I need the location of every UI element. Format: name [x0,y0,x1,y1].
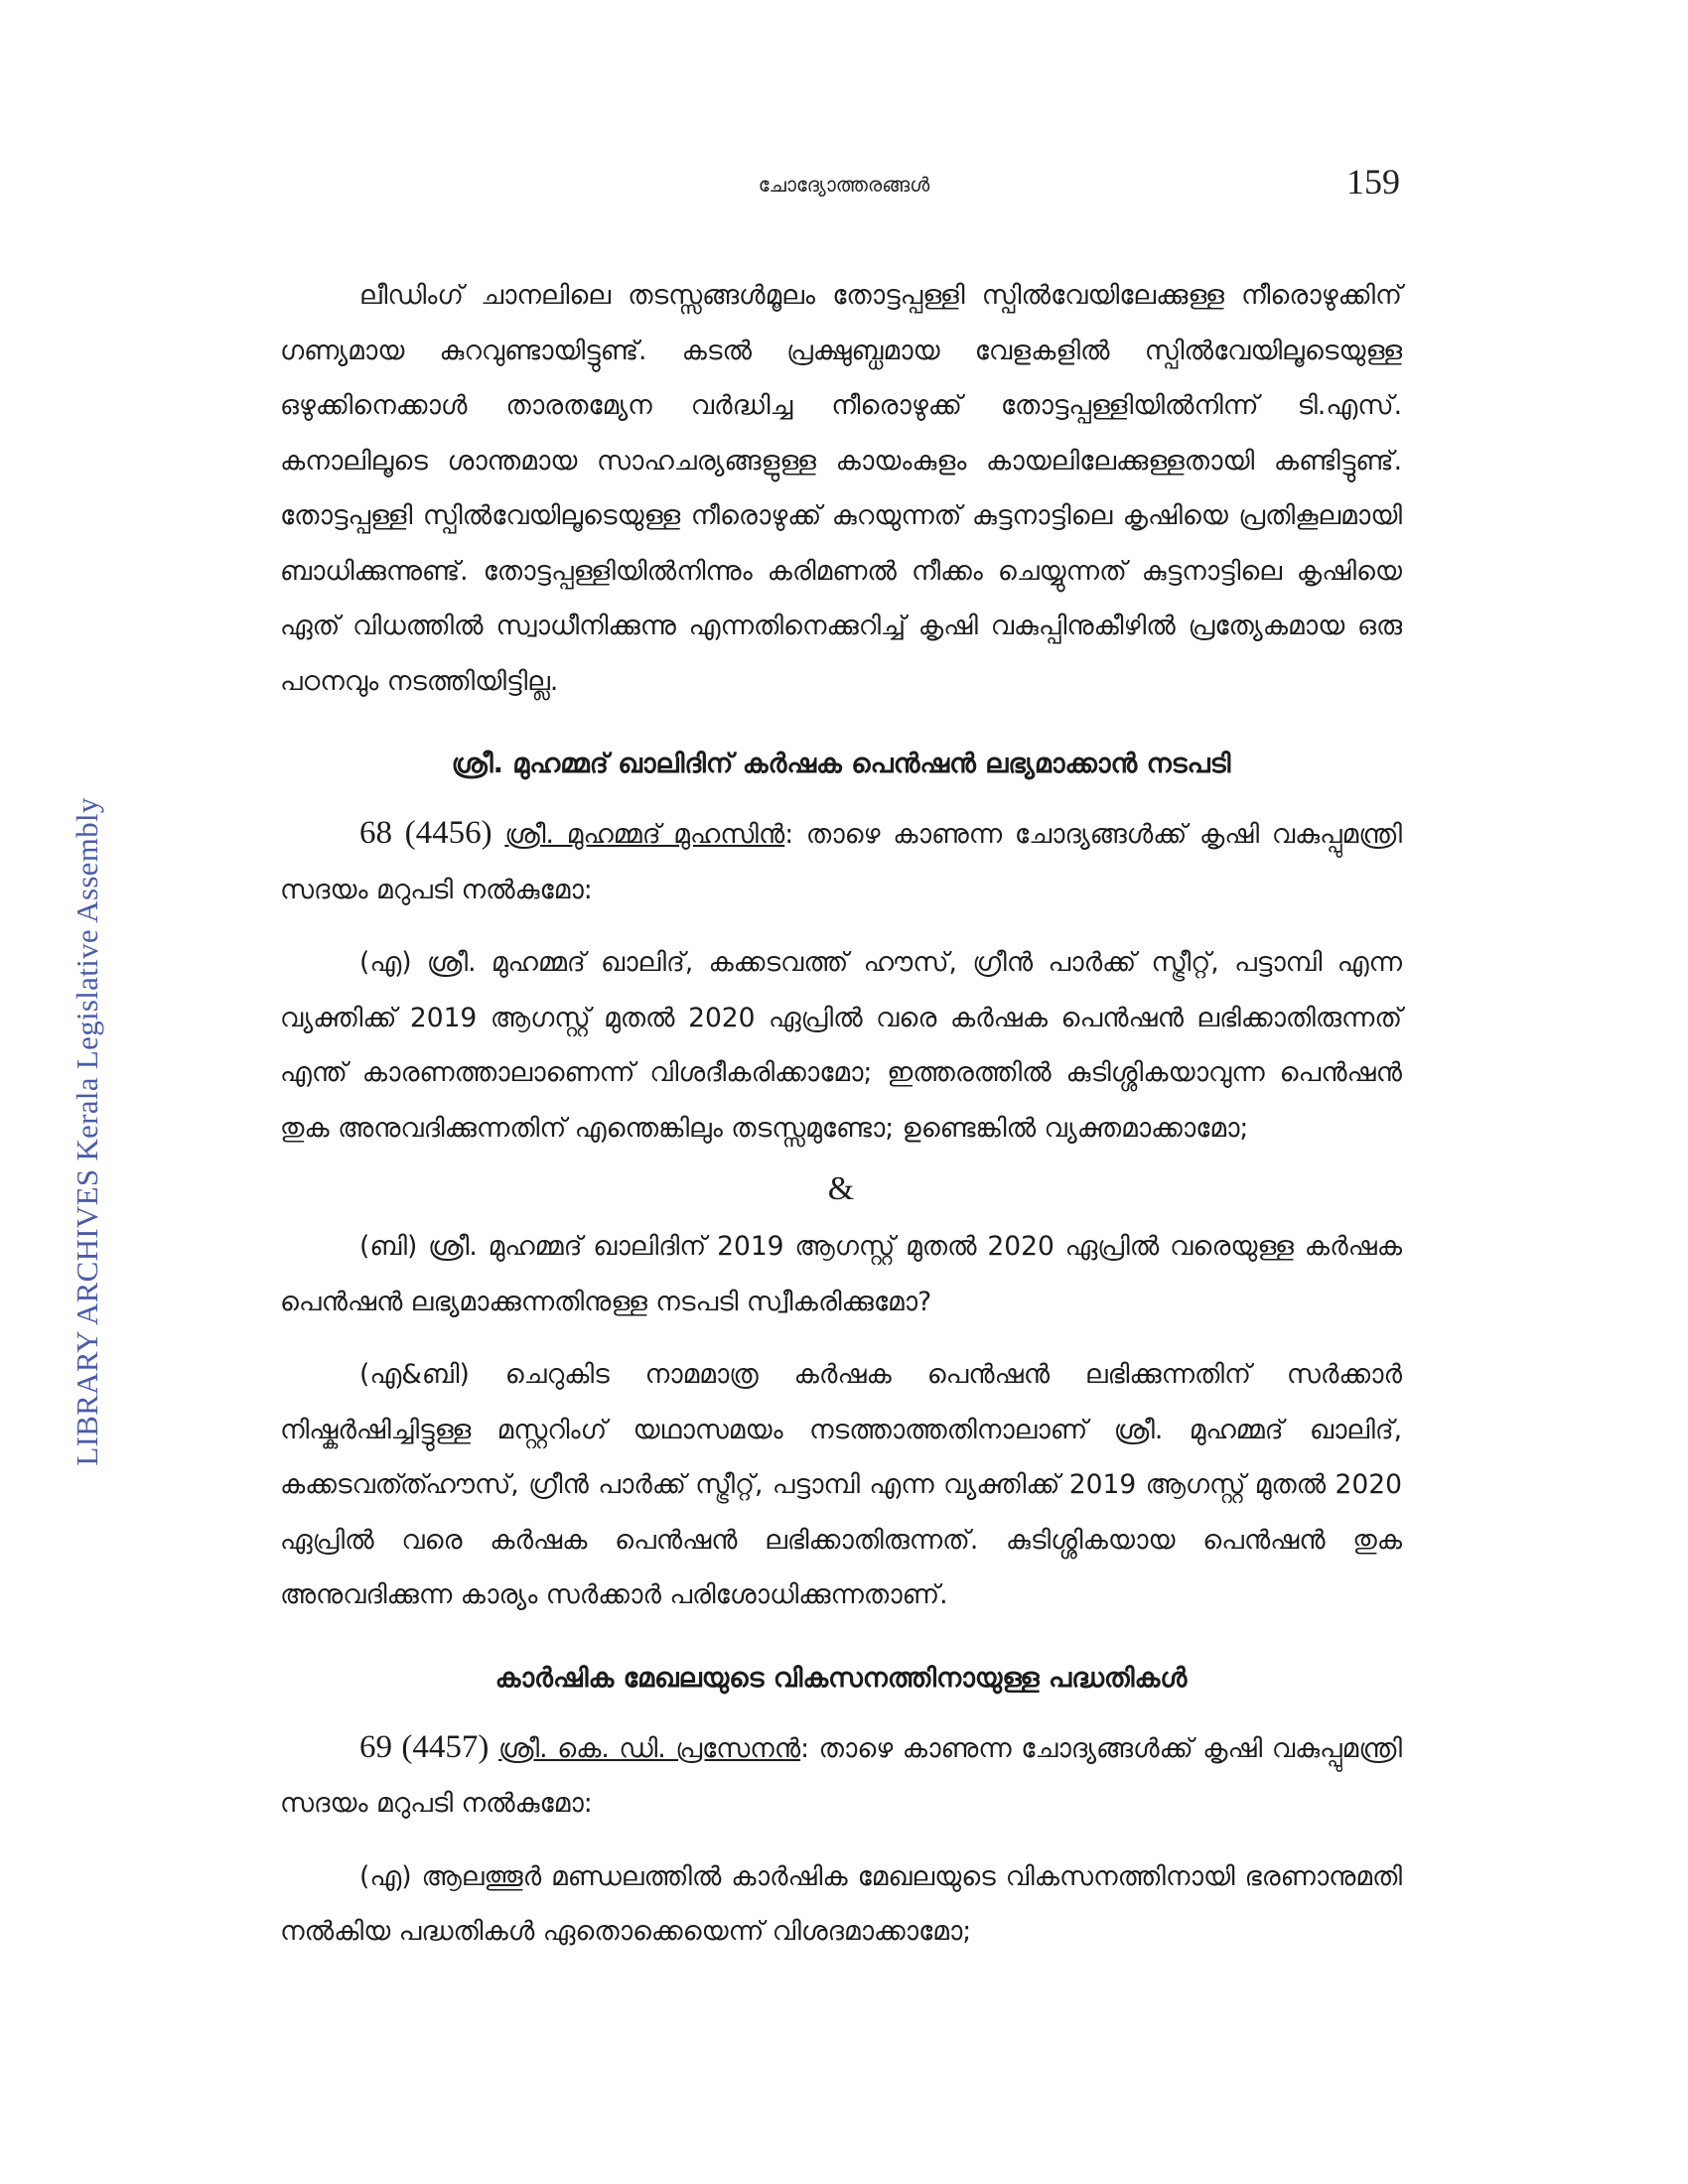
question-68-part-a: (എ) ശ്രീ. മുഹമ്മദ് ഖാലിദ്, കക്കടവത്ത് ഹൗസ്, ഗ്രീൻ പാർക്ക് സ്ട്രീറ്റ്, പട്ടാമ്പി എന്ന വ്യക്തിക്ക് 2019 ആഗസ്റ്റ് മുതൽ 2020 ഏപ്രിൽ വരെ കർഷക പെൻഷൻ ലഭിക്കാതിരുന്നത് എന്ത് കാരണത്താലാണെന്ന് വിശദീകരിക്കാമോ; ഇത്തരത്തിൽ കുടിശ്ശികയാവുന്ന പെൻഷൻ തുക അനുവദിക്കുന്നതിന് എന്തെങ്കിലും തടസ്സമുണ്ടോ; ഉണ്ടെങ്കിൽ വ്യക്തമാക്കാമോ; [280,947,1402,1144]
page-number: 159 [1346,162,1400,202]
question-68-number: 68 (4456) [359,815,492,851]
question-69-member: ശ്രീ. കെ. ഡി. പ്രസേനൻ [498,1732,801,1764]
question-69-part-a: (എ) ആലത്തൂർ മണ്ഡലത്തിൽ കാർഷിക മേഖലയുടെ വികസനത്തിനായി ഭരണാനുമതി നൽകിയ പദ്ധതികൾ ഏതൊക്കെയെന്ന് വിശദമാക്കാമോ; [280,1860,1402,1947]
page-body [280,268,1402,1960]
page-header-title: ചോദ്യോത്തരങ്ങൾ [758,173,930,197]
question-68-intro-text: : താഴെ കാണുന്ന ചോദ്യങ്ങൾക്ക് കൃഷി വകുപ്പുമന്ത്രി സദയം മറുപടി നൽകുമോ: [280,819,1402,905]
question-68-part-b: (ബി) ശ്രീ. മുഹമ്മദ് ഖാലിദിന് 2019 ആഗസ്റ്റ് മുതൽ 2020 ഏപ്രിൽ വരെയുള്ള കർഷക പെൻഷൻ ലഭ്യമാക്കുന്നതിനുള്ള നടപടി സ്വീകരിക്കുമോ? [280,1231,1402,1317]
watermark: LIBRARY ARCHIVES Kerala Legislative Assembly [70,797,104,1466]
question-68-intro [280,806,1402,917]
question-69-number: 69 (4457) [359,1728,490,1765]
question-69-intro [280,1720,1402,1832]
question-68-member: ശ്രീ. മുഹമ്മദ് മുഹസിൻ [504,819,785,850]
question-68-answer: (എ&ബി) ചെറുകിട നാമമാത്ര കർഷക പെൻഷൻ ലഭിക്കുന്നതിന് സർക്കാർ നിഷ്കർഷിച്ചിട്ടുള്ള മസ്റ്ററിംഗ് യഥാസമയം നടത്താത്തതിനാലാണ് ശ്രീ. മുഹമ്മദ് ഖാലിദ്, കക്കടവത്ത്ഹൗസ്, ഗ്രീൻ പാർക്ക് സ്ട്രീറ്റ്, പട്ടാമ്പി എന്ന വ്യക്തിക്ക് 2019 ആഗസ്റ്റ് മുതൽ 2020 ഏപ്രിൽ വരെ കർഷക പെൻഷൻ ലഭിക്കാതിരുന്നത്. കുടിശ്ശികയായ പെൻഷൻ തുക അനുവദിക്കുന്ന കാര്യം സർക്കാർ പരിശോധിക്കുന്നതാണ്. [280,1359,1402,1610]
question-69-heading: കാർഷിക മേഖലയുടെ വികസനത്തിനായുള്ള പദ്ധതികൾ [494,1662,1188,1694]
question-68-heading: ശ്രീ. മുഹമ്മദ് ഖാലിദിന് കർഷക പെൻഷൻ ലഭ്യമാക്കാൻ നടപടി [451,749,1231,779]
question-69-intro-text: : താഴെ കാണുന്ന ചോദ്യങ്ങൾക്ക് കൃഷി വകുപ്പുമന്ത്രി സദയം മറുപടി നൽകുമോ: [280,1732,1402,1819]
ampersand-separator: & [827,1170,855,1207]
intro-paragraph: ലീഡിംഗ് ചാനലിലെ തടസ്സങ്ങൾമൂലം തോട്ടപ്പള്ളി സ്പിൽവേയിലേക്കുള്ള നീരൊഴുക്കിന് ഗണ്യമായ കുറവുണ്ടായിട്ടുണ്ട്. കടൽ പ്രക്ഷുബ്ധമായ വേളകളിൽ സ്പിൽവേയിലൂടെയുള്ള ഒഴുക്കിനെക്കാൾ താരതമ്യേന വർദ്ധിച്ച നീരൊഴുക്ക് തോട്ടപ്പള്ളിയിൽനിന്ന് ടി.എസ്. കനാലിലൂടെ ശാന്തമായ സാഹചര്യങ്ങളുള്ള കായംകുളം കായലിലേക്കുള്ളതായി കണ്ടിട്ടുണ്ട്. തോട്ടപ്പള്ളി സ്പിൽവേയിലൂടെയുള്ള നീരൊഴുക്ക് കുറയുന്നത് കുട്ടനാട്ടിലെ കൃഷിയെ പ്രതികൂലമായി ബാധിക്കുന്നുണ്ട്. തോട്ടപ്പള്ളിയിൽനിന്നും കരിമണൽ നീക്കം ചെയ്യുന്നത് കുട്ടനാട്ടിലെ കൃഷിയെ ഏത് വിധത്തിൽ സ്വാധീനിക്കുന്നു എന്നതിനെക്കുറിച്ച് കൃഷി വകുപ്പിനുകീഴിൽ പ്രത്യേകമായ ഒരു പഠനവും നടത്തിയിട്ടില്ല. [280,280,1402,697]
